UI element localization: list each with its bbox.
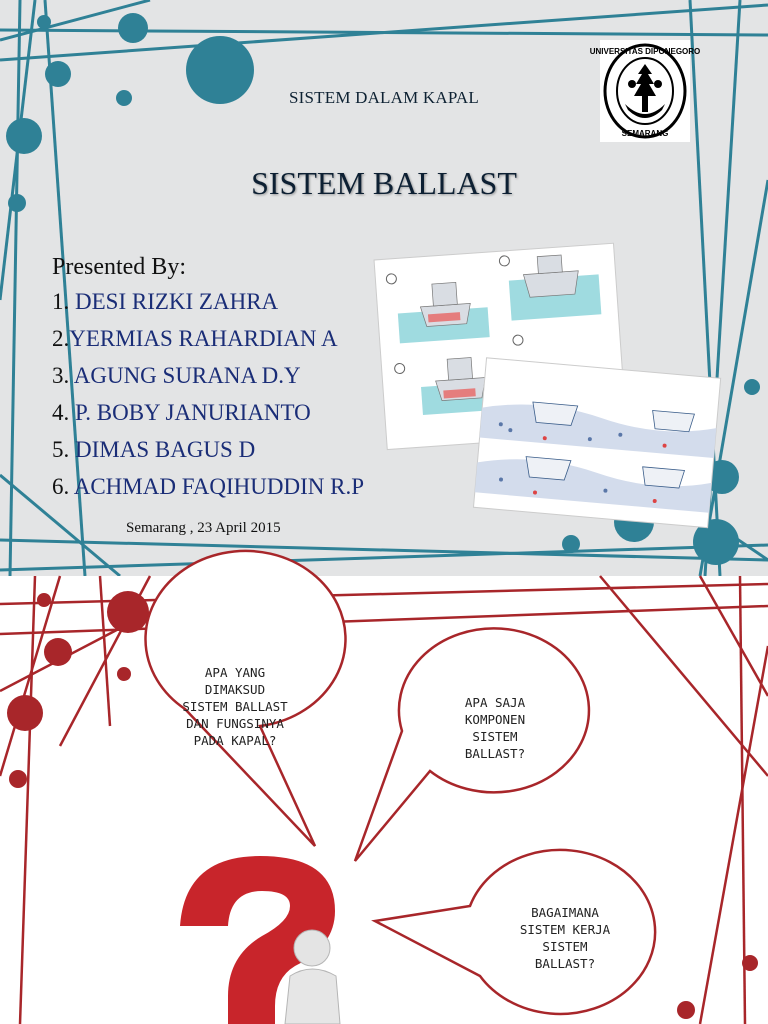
list-item [52,471,364,508]
question-text: BAGAIMANA SISTEM KERJA SISTEM BALLAST? [519,905,611,971]
question-bubble-3 [500,904,630,972]
presenter-name: YERMIAS RAHARDIAN A [69,326,338,351]
logo-top-text: UNIVERSITAS DIPONEGORO [589,47,701,56]
logo-bottom-text: SEMARANG [621,129,669,138]
presenter-list [52,286,364,508]
decorative-lines-circles [0,576,768,1024]
presenter-name: DESI RIZKI ZAHRA [75,289,279,314]
university-seal-icon [589,40,701,142]
question-text: APA YANG DIMAKSUD SISTEM BALLAST DAN FUNGSINYA PADA KAPAL? [182,665,288,748]
presenter-number: 1. [52,289,70,314]
presenter-name: DIMAS BAGUS D [75,437,256,462]
question-bubble-1 [160,664,310,749]
list-item [52,360,364,397]
ballast-water-cycle-illustration [380,218,720,528]
slide-subtitle: SISTEM DALAM KAPAL [289,88,479,107]
presenter-name: ACHMAD FAQIHUDDIN R.P [73,474,365,499]
list-item [52,286,364,323]
presenter-number: 3. [52,363,70,388]
list-item [52,323,364,360]
list-item [52,434,364,471]
questions-slide [0,576,768,1024]
presenter-number: 4. [52,400,70,425]
presenter-number: 6. [52,474,70,499]
presenter-name: P. BOBY JANURIANTO [75,400,311,425]
university-logo [589,40,701,142]
question-mark-figure-icon [180,856,340,1024]
list-item [52,397,364,434]
presented-by-label: Presented By: [52,254,186,280]
presenter-name: AGUNG SURANA D.Y [73,363,301,388]
presenter-number: 2. [52,326,70,351]
question-bubble-2 [425,694,565,762]
question-text: APA SAJA KOMPONEN SISTEM BALLAST? [464,695,526,761]
presentation-date: Semarang , 23 April 2015 [126,520,281,536]
presenter-number: 5. [52,437,70,462]
slide-title: SISTEM BALLAST [251,165,517,201]
